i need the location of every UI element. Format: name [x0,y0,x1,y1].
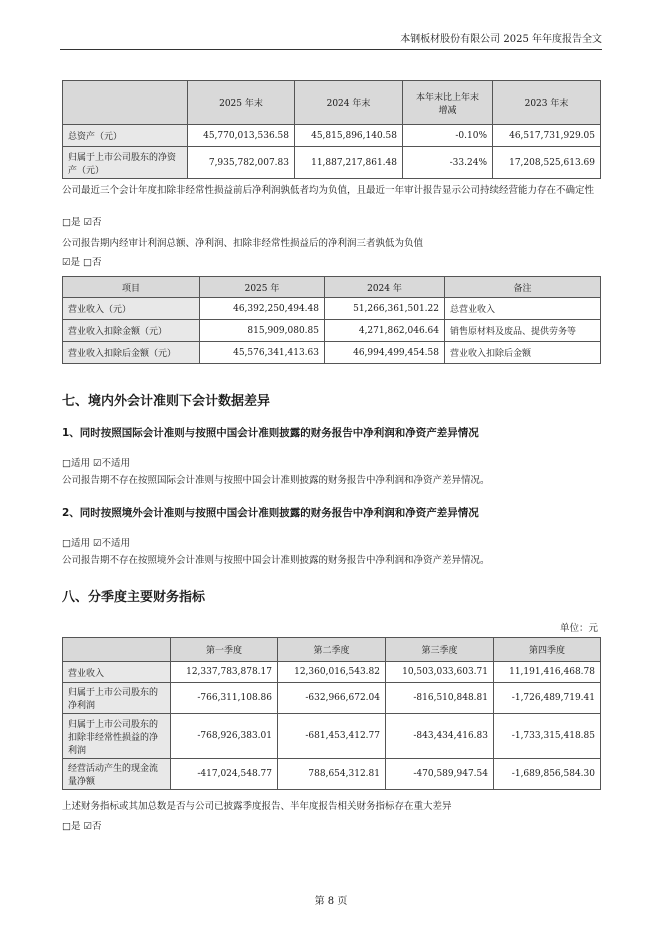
question-text: 上述财务指标或其加总数是否与公司已披露季度报告、半年度报告相关财务指标存在重大差异 [62,801,452,812]
answer-checkbox: □是 ☑否 [62,217,102,228]
cell-2023: 46,517,731,929.05 [493,125,601,147]
subsection-title: 2、同时按照境外会计准则与按照中国会计准则披露的财务报告中净利润和净资产差异情况 [62,507,479,519]
table-header-cell: 第二季度 [278,638,386,662]
page-header: 本钢板材股份有限公司 2025 年年度报告全文 [60,30,602,50]
cell-2025: 7,935,782,007.83 [188,147,295,179]
cell-q1: 12,337,783,878.17 [171,662,278,683]
table-header-cell: 项目 [63,277,200,298]
answer-checkbox: □适用 ☑不适用 [62,458,131,469]
quarterly-table [62,637,601,790]
cell-2025: 45,576,341,413.63 [200,342,325,364]
table-header-cell: 备注 [445,277,601,298]
row-label: 营业收入扣除后金额（元） [63,342,200,364]
cell-note: 总营业收入 [445,298,601,320]
cell-q2: 12,360,016,543.82 [278,662,386,683]
cell-change: -33.24% [403,147,493,179]
asset-table [62,80,601,179]
cell-note: 销售原材料及废品、提供劳务等 [445,320,601,342]
cell-q4: 11,191,416,468.78 [494,662,601,683]
cell-q4: -1,726,489,719.41 [494,683,601,714]
answer-checkbox: ☑是 □否 [62,257,102,268]
table-row [63,759,601,790]
table-header-cell: 第一季度 [171,638,278,662]
cell-2024: 11,887,217,861.48 [295,147,403,179]
section-title: 七、境内外会计准则下会计数据差异 [62,394,271,409]
table-row [63,342,601,364]
cell-q1: -417,024,548.77 [171,759,278,790]
table-row [63,683,601,714]
table-header-cell: 第四季度 [494,638,601,662]
answer-checkbox: □是 ☑否 [62,821,102,832]
body-text: 公司报告期不存在按照国际会计准则与按照中国会计准则披露的财务报告中净利润和净资产差异情况。 [62,475,490,486]
row-label: 总资产（元） [63,125,188,147]
cell-q1: -768,926,383.01 [171,714,278,759]
cell-q4: -1,689,856,584.30 [494,759,601,790]
question-text: 公司报告期内经审计利润总额、净利润、扣除非经常性损益后的净利润三者孰低为负值 [62,238,424,249]
row-label: 归属于上市公司股东的扣除非经常性损益的净利润 [63,714,171,759]
body-text: 公司报告期不存在按照境外会计准则与按照中国会计准则披露的财务报告中净利润和净资产差异情况。 [62,555,490,566]
row-label: 营业收入扣除金额（元） [63,320,200,342]
cell-q4: -1,733,315,418.85 [494,714,601,759]
table-row [63,662,601,683]
table-row [63,147,601,179]
cell-q3: -470,589,947.54 [386,759,494,790]
table-header-cell: 2023 年末 [493,81,601,125]
table-header-cell [63,81,188,125]
table-header-cell: 2025 年 [200,277,325,298]
cell-q3: -843,434,416.83 [386,714,494,759]
table-header-cell: 2025 年末 [188,81,295,125]
row-label: 营业收入 [63,662,171,683]
table-header-cell [63,638,171,662]
subsection-title: 1、同时按照国际会计准则与按照中国会计准则披露的财务报告中净利润和净资产差异情况 [62,427,479,439]
cell-2025: 815,909,080.85 [200,320,325,342]
table-header-cell: 2024 年末 [295,81,403,125]
row-label: 归属于上市公司股东的净利润 [63,683,171,714]
cell-2024: 45,815,896,140.58 [295,125,403,147]
unit-label: 单位：元 [559,623,598,634]
table-header-cell: 2024 年 [325,277,445,298]
cell-2024: 46,994,499,454.58 [325,342,445,364]
table-header-cell: 第三季度 [386,638,494,662]
cell-q2: 788,654,312.81 [278,759,386,790]
section-title: 八、分季度主要财务指标 [62,590,206,605]
row-label: 归属于上市公司股东的净资产（元） [63,147,188,179]
cell-q3: 10,503,033,603.71 [386,662,494,683]
answer-checkbox: □适用 ☑不适用 [62,538,131,549]
revenue-table [62,276,601,364]
table-header-cell: 本年末比上年末 增减 [403,81,493,125]
cell-q3: -816,510,848.81 [386,683,494,714]
cell-change: -0.10% [403,125,493,147]
cell-q2: -632,966,672.04 [278,683,386,714]
cell-note: 营业收入扣除后金额 [445,342,601,364]
row-label: 经营活动产生的现金流量净额 [63,759,171,790]
table-row [63,298,601,320]
cell-2025: 46,392,250,494.48 [200,298,325,320]
cell-2025: 45,770,013,536.58 [188,125,295,147]
page-number: 第 8 页 [314,896,348,907]
question-text: 公司最近三个会计年度扣除非经常性损益前后净利润孰低者均为负值，且最近一年审计报告显示公司持续经营能力存在不确定性 [62,185,595,196]
row-label: 营业收入（元） [63,298,200,320]
cell-2024: 51,266,361,501.22 [325,298,445,320]
table-row [63,125,601,147]
cell-2023: 17,208,525,613.69 [493,147,601,179]
table-row [63,320,601,342]
cell-q1: -766,311,108.86 [171,683,278,714]
cell-q2: -681,453,412.77 [278,714,386,759]
cell-2024: 4,271,862,046.64 [325,320,445,342]
table-row [63,714,601,759]
